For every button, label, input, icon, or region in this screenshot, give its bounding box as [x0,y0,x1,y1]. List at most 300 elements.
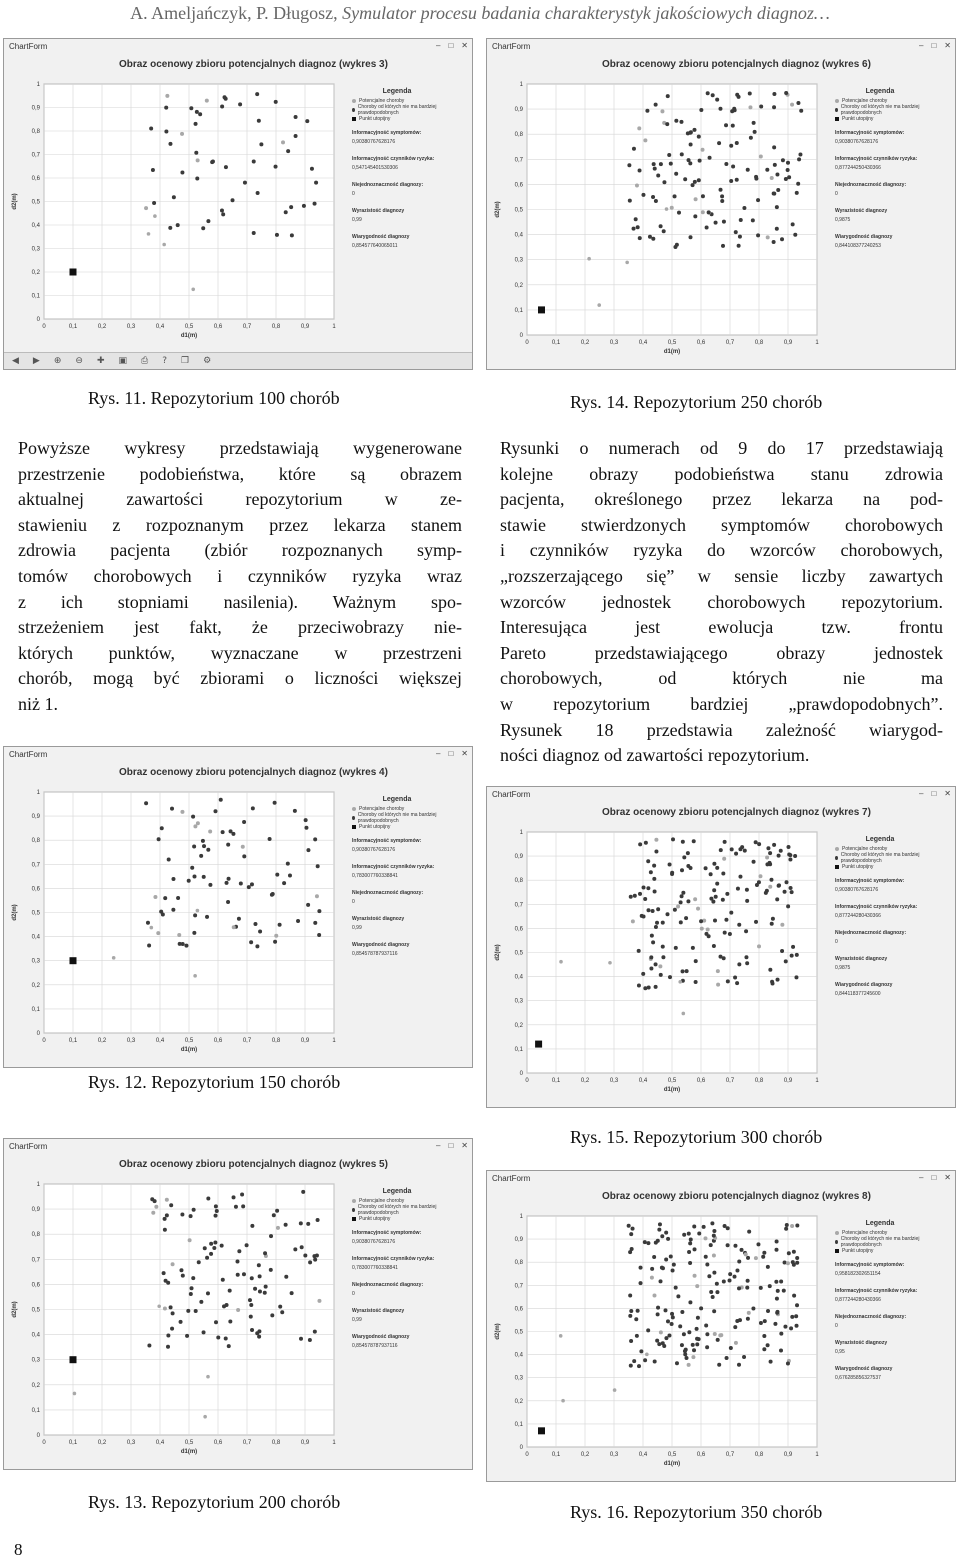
disease-point [740,845,744,849]
disease-point [258,1290,262,1294]
disease-point [787,845,791,849]
disease-point [299,1221,303,1225]
disease-point [312,1254,316,1258]
disease-point [751,218,755,222]
x-tick-label: 1 [332,324,336,330]
x-tick-label: 0,4 [638,1078,648,1084]
disease-point [775,1311,779,1315]
maximize-icon[interactable]: □ [931,41,937,50]
disease-point [192,845,196,849]
disease-point [245,1243,249,1247]
disease-point [777,883,781,887]
disease-point [666,1319,670,1323]
disease-point [792,1250,796,1254]
disease-point [721,244,725,248]
disease-point [779,1332,783,1336]
disease-point [658,1222,662,1226]
disease-point [754,840,758,844]
maximize-icon[interactable]: □ [931,789,937,798]
disease-point [729,179,733,183]
save-icon[interactable]: ▣ [118,356,127,366]
disease-point [225,1303,229,1307]
disease-point [195,177,199,181]
disease-point [794,1314,798,1318]
zoom-in-icon[interactable]: ⊕ [53,356,62,366]
disease-point [668,975,672,979]
disease-point [654,850,658,854]
window-titlebar: ChartForm [487,39,955,54]
info-label-factors: Informacyjność czynników ryzyka: [835,156,918,162]
disease-point [220,1244,224,1248]
disease-point [746,1256,750,1260]
disease-point [783,890,787,894]
info-panel [352,827,452,957]
disease-point [196,821,200,825]
disease-point [754,177,758,181]
disease-point [210,160,214,164]
disease-point [629,895,633,899]
disease-point [308,1260,312,1264]
disease-point [677,211,681,215]
disease-point [176,896,180,900]
disease-point [699,919,703,923]
disease-point [790,1224,794,1228]
close-icon[interactable]: ✕ [461,41,468,50]
disease-point [734,852,738,856]
pareto-point [203,1415,207,1419]
disease-point [738,1318,742,1322]
disease-point [771,917,775,921]
disease-point [644,841,648,845]
disease-point [250,882,254,886]
info-value-symptoms: 0,90380767628176 [352,847,396,853]
disease-point [202,1330,206,1334]
disease-point [163,896,167,900]
disease-point [702,1225,706,1229]
disease-point [689,1238,693,1242]
maximize-icon[interactable]: □ [448,41,454,50]
minimize-icon[interactable]: – [436,1141,441,1150]
disease-point [775,1297,779,1301]
disease-point [165,1213,169,1217]
disease-point [789,886,793,890]
disease-point [208,830,212,834]
disease-point [748,105,752,109]
disease-point [269,1234,273,1238]
disease-point [791,945,795,949]
disease-point [194,151,198,155]
figure-rys-15 [486,786,956,1108]
disease-point [192,1208,196,1212]
y-axis-label: d2(m) [495,201,501,218]
y-tick-label: 1 [36,1182,40,1188]
disease-point [652,162,656,166]
disease-point [687,1363,691,1367]
disease-point [664,1336,668,1340]
settings-icon[interactable]: ⚙ [203,356,212,366]
close-icon[interactable]: ✕ [944,41,951,50]
pareto-point [191,287,195,291]
chart-toolbar[interactable] [4,352,472,369]
legend-item-label: Choroby od których nie ma bardziej prawdopodobnych [840,104,920,116]
info-value-credibility: 0,854577640065011 [352,243,398,249]
minimize-icon[interactable]: – [919,789,924,798]
disease-point [651,940,655,944]
disease-point [739,218,743,222]
disease-point [661,921,665,925]
y-tick-label: 0,3 [514,257,523,264]
x-axis-label: d1(m) [180,333,198,339]
legend-item-label: Potencjalne choroby [842,1230,888,1236]
y-tick-label: 1 [519,1214,523,1220]
disease-point [720,194,724,198]
print-icon[interactable]: ⎙ [141,356,149,366]
x-axis-label: d1(m) [180,1047,198,1053]
disease-point [169,1305,173,1309]
paragraph-line: strzeżeniem jest fakt, że przeciwobrazy nie- [18,617,462,638]
legend-title: Legenda [382,1188,412,1195]
disease-point [682,1233,686,1237]
disease-point [786,161,790,165]
disease-point [759,1321,763,1325]
disease-point [249,940,253,944]
pareto-point [157,1304,161,1308]
window-titlebar: ChartForm [4,1139,472,1154]
window-titlebar: ChartForm [487,787,955,802]
disease-point [654,838,658,842]
info-label-specificity: Wyrazistość diagnozy [352,916,405,922]
pareto-point [112,956,116,960]
disease-point [712,888,716,892]
disease-point [170,807,174,811]
disease-point [704,1255,708,1259]
disease-point [682,855,686,859]
disease-point [719,188,723,192]
x-tick-label: 0,4 [638,1452,648,1458]
disease-point [775,205,779,209]
disease-point [165,94,169,98]
zoom-out-icon[interactable]: ⊖ [75,356,83,366]
disease-point [302,204,306,208]
disease-point [762,1347,766,1351]
x-tick-label: 0,1 [68,1038,78,1044]
close-icon[interactable]: ✕ [944,1173,951,1182]
disease-point [214,1204,218,1208]
disease-point [281,140,285,144]
y-axis-label: d2(m) [12,193,18,210]
disease-point [728,932,732,936]
back-icon[interactable]: ◀ [12,356,19,366]
chart-title: Obraz ocenowy zbioru potencjalnych diagnoz (wykres 8) [602,1191,871,1202]
disease-point [664,1231,668,1235]
y-tick-label: 0,1 [31,1407,40,1414]
info-value-specificity: 0,9875 [835,965,851,971]
disease-point [713,919,717,923]
disease-point [705,225,709,229]
x-tick-label: 0,5 [184,324,194,330]
maximize-icon[interactable]: □ [448,749,454,758]
legend-item-label: Choroby od których nie ma bardziej prawdopodobnych [840,852,920,864]
disease-point [190,1286,194,1290]
disease-point [177,933,181,937]
disease-point [788,857,792,861]
disease-point [153,895,157,899]
disease-point [636,225,640,229]
disease-point [726,979,730,983]
disease-point [638,236,642,240]
x-tick-label: 0,9 [783,1078,793,1084]
disease-point [206,1196,210,1200]
x-tick-label: 0,4 [638,340,648,346]
disease-point [201,226,205,230]
disease-point [191,815,195,819]
x-tick-label: 0 [42,1038,46,1044]
disease-point [646,1328,650,1332]
info-label-credibility: Wiarygodność diagnozy [835,1366,893,1372]
disease-point [238,102,242,106]
disease-point [712,1254,716,1258]
y-tick-label: 0,4 [31,1332,40,1339]
disease-point [774,1280,778,1284]
disease-point [704,866,708,870]
x-tick-label: 0,7 [242,324,252,330]
info-label-symptoms: Informacyjność symptomów: [835,130,905,136]
x-tick-label: 0,9 [783,340,793,346]
y-tick-label: 0,2 [31,982,40,989]
disease-point [304,826,308,830]
dot-marker-icon [835,108,838,112]
help-icon[interactable]: ? [162,356,167,366]
disease-point [735,93,739,97]
figure-rys-13 [3,1138,473,1470]
pareto-point [147,232,151,236]
disease-point [731,164,735,168]
disease-point [693,897,697,901]
disease-point [213,809,217,813]
x-axis-label: d1(m) [663,349,681,355]
disease-point [275,233,279,237]
disease-point [705,1263,709,1267]
maximize-icon[interactable]: □ [931,1173,937,1182]
disease-point [795,1303,799,1307]
minimize-icon[interactable]: – [436,41,441,50]
disease-point [743,849,747,853]
disease-point [282,881,286,885]
maximize-icon[interactable]: □ [448,1141,454,1150]
disease-point [688,1300,692,1304]
disease-point [780,949,784,953]
disease-point [737,962,741,966]
disease-point [680,894,684,898]
pareto-point [682,1012,686,1016]
disease-point [749,136,753,140]
disease-point [305,119,309,123]
disease-point [226,843,230,847]
disease-point [708,156,712,160]
disease-point [685,969,689,973]
disease-point [740,1248,744,1252]
disease-point [758,874,762,878]
disease-point [294,115,298,119]
disease-point [745,888,749,892]
utopian-point [535,1041,542,1048]
disease-point [711,93,715,97]
disease-point [733,1275,737,1279]
info-value-nonunique: 0 [352,1291,355,1297]
disease-point [632,147,636,151]
y-tick-label: 0,4 [514,974,523,981]
x-tick-label: 0,8 [271,324,281,330]
info-panel [352,1219,452,1349]
disease-point [788,853,792,857]
minimize-icon[interactable]: – [436,749,441,758]
disease-point [782,1289,786,1293]
disease-point [656,173,660,177]
disease-point [764,891,768,895]
disease-point [660,1234,664,1238]
disease-point [720,199,724,203]
legend-item [352,104,442,116]
y-tick-label: 0,9 [31,814,40,821]
disease-point [712,1271,716,1275]
disease-point [786,1362,790,1366]
utopian-point [70,1356,77,1363]
disease-point [252,231,256,235]
x-tick-label: 1 [815,1078,819,1084]
disease-point [668,863,672,867]
y-tick-label: 0 [519,1445,523,1451]
disease-point [692,1224,696,1228]
disease-point [659,1330,663,1334]
disease-point [642,915,646,919]
disease-point [680,152,684,156]
paragraph-line: i czynników ryzyka do wzorców chorobowych, [500,540,943,561]
disease-point [227,1344,231,1348]
disease-point [765,855,769,859]
disease-point [694,980,698,984]
info-panel [835,1251,935,1381]
disease-point [652,864,656,868]
info-value-nonunique: 0 [835,191,838,197]
disease-point [680,1310,684,1314]
x-tick-label: 0,5 [184,1440,194,1446]
disease-point [678,1324,682,1328]
disease-point [698,159,702,163]
disease-point [272,1213,276,1217]
disease-point [628,199,632,203]
disease-point [308,1338,312,1342]
disease-point [716,1338,720,1342]
x-tick-label: 0,1 [68,324,78,330]
disease-point [703,1236,707,1240]
forward-icon[interactable]: ▶ [32,356,40,366]
disease-point [643,897,647,901]
disease-point [631,1227,635,1231]
info-label-factors: Informacyjność czynników ryzyka: [352,864,435,870]
disease-point [748,92,752,96]
disease-point [638,842,642,846]
disease-point [256,191,260,195]
legend-item [835,104,925,116]
caption-rys-13: Rys. 13. Repozytorium 200 chorób [88,1492,341,1512]
info-panel [835,867,935,997]
disease-point [655,1339,659,1343]
paragraph-line: chorób, mogą być zbiorami o liczności większej [18,668,462,689]
x-tick-label: 1 [332,1038,336,1044]
disease-point [701,210,705,214]
disease-point [673,245,677,249]
copy-icon[interactable]: ❐ [180,356,190,366]
disease-point [202,844,206,848]
y-tick-label: 0,2 [514,282,523,289]
legend-item-label: Choroby od których nie ma bardziej prawdopodobnych [840,1236,920,1248]
dot-marker-icon [352,99,356,103]
figure-rys-11 [3,38,473,370]
disease-point [757,944,761,948]
disease-point [188,1238,192,1242]
disease-point [632,227,636,231]
disease-point [167,857,171,861]
disease-point [691,1355,695,1359]
disease-point [273,940,277,944]
legend-item-label: Punkt utopijny [359,1216,391,1222]
minimize-icon[interactable]: – [919,41,924,50]
x-tick-label: 0,7 [725,1078,735,1084]
y-tick-label: 0,7 [31,862,40,869]
disease-point [205,99,209,103]
disease-point [734,1341,738,1345]
disease-point [257,1335,261,1339]
info-value-specificity: 0,99 [352,217,362,223]
chart-title: Obraz ocenowy zbioru potencjalnych diagnoz (wykres 3) [119,59,388,70]
disease-point [203,1246,207,1250]
y-tick-label: 0,4 [514,232,523,239]
disease-point [786,904,790,908]
close-icon[interactable]: ✕ [944,789,951,798]
close-icon[interactable]: ✕ [461,1141,468,1150]
info-value-symptoms: 0,90380767628176 [835,887,879,893]
paragraph-line: Interesująca jest ewolucja tzw. frontu [500,617,943,638]
disease-point [719,1333,723,1337]
pan-icon[interactable]: ✚ [96,356,105,366]
disease-point [754,1256,758,1260]
disease-point [786,168,790,172]
disease-point [761,1255,765,1259]
minimize-icon[interactable]: – [919,1173,924,1182]
disease-point [224,1337,228,1341]
legend-title: Legenda [865,836,895,843]
disease-point [679,920,683,924]
info-label-factors: Informacyjność czynników ryzyka: [352,1256,435,1262]
disease-point [786,1261,790,1265]
disease-point [659,1279,663,1283]
disease-point [704,932,708,936]
x-tick-label: 0,6 [213,1038,223,1044]
disease-point [780,923,784,927]
x-tick-label: 0,7 [242,1440,252,1446]
close-icon[interactable]: ✕ [461,749,468,758]
disease-point [742,1355,746,1359]
disease-point [212,1246,216,1250]
y-tick-label: 0,3 [31,958,40,965]
legend-item-label: Punkt utopijny [359,824,391,830]
disease-point [716,969,720,973]
y-tick-label: 0 [519,333,523,339]
disease-point [654,103,658,107]
x-tick-label: 0 [42,324,46,330]
info-value-nonunique: 0 [352,899,355,905]
disease-point [725,1356,729,1360]
